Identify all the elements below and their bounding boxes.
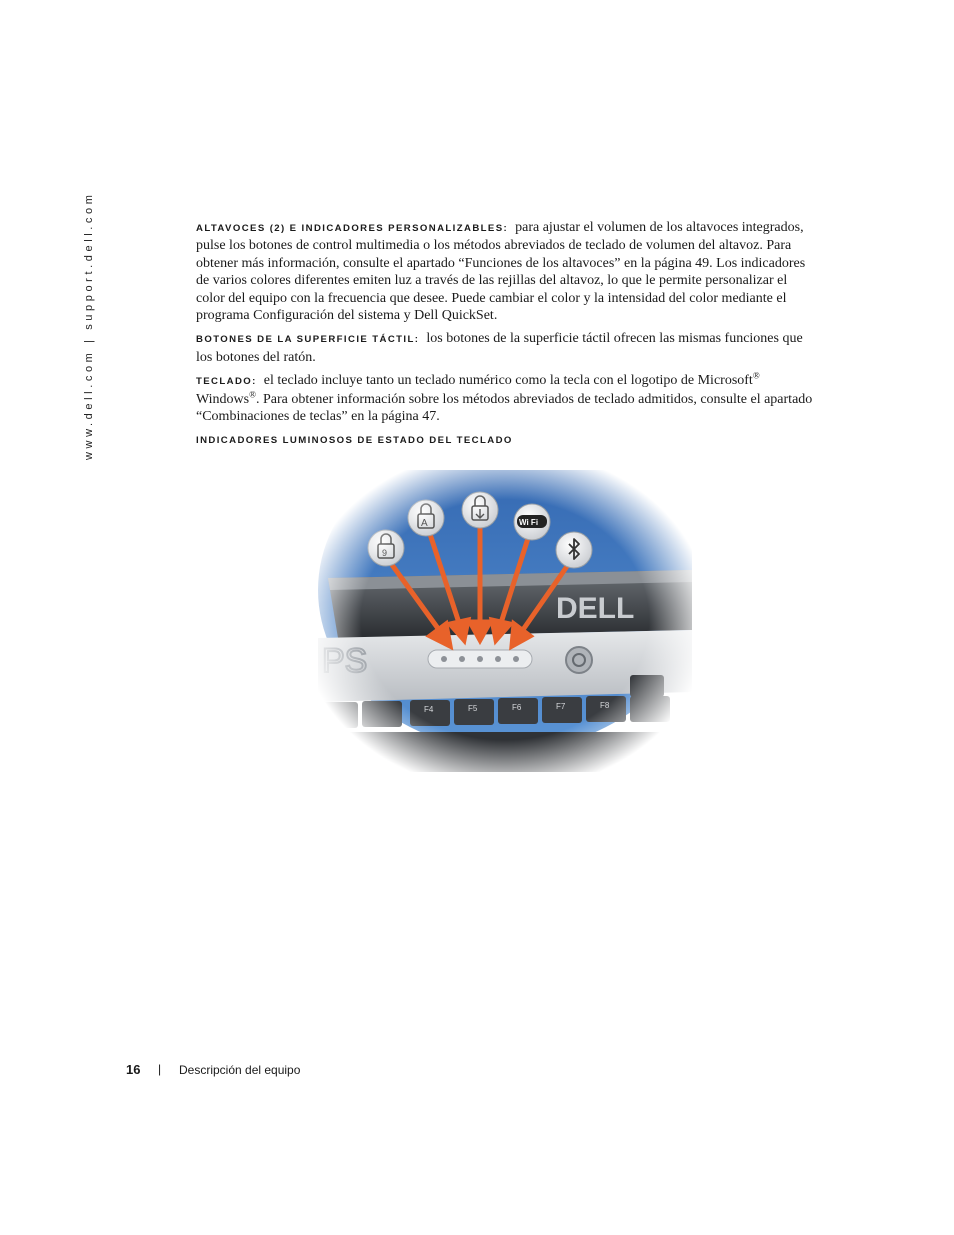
term-touchpad: BOTONES DE LA SUPERFICIE TÁCTIL:	[196, 334, 420, 346]
figure-illustration	[318, 470, 692, 782]
figure-heading	[196, 431, 816, 449]
text-touchpad: los botones de la superficie táctil ofrecen las mismas funciones que los botones del ratón.	[196, 331, 803, 365]
keyboard-status-lights-figure	[318, 470, 692, 782]
side-url: www.dell.com | support.dell.com	[83, 191, 95, 460]
term-speakers: ALTAVOCES (2) E INDICADORES PERSONALIZABLES:	[196, 223, 509, 234]
text-keyboard-c: . Para obtener información sobre los métodos abreviados de teclado admitidos, consulte el apartado “Combinaciones de teclas” en la página 47.	[196, 391, 813, 425]
content-body	[196, 219, 816, 456]
paragraph-keyboard	[196, 372, 816, 425]
text-keyboard-a: el teclado incluye tanto un teclado numérico como la tecla con el logotipo de Microsoft	[263, 373, 753, 389]
page-number: 16	[126, 1062, 141, 1077]
paragraph-touchpad	[196, 330, 816, 366]
term-keyboard: TECLADO:	[196, 376, 257, 388]
registered-mark: ®	[752, 370, 760, 381]
text-speakers: para ajustar el volumen de los altavoces integrados, pulse los botones de control multimedia o los métodos abreviados de teclado de volumen del altavoz. Para obtener más información, consulte el apartado “Funciones de los altavoces” en la página 49. Los indicadores de varios colores diferentes emiten luz a través de las rejillas del altavoz, lo que le permite personalizar el color del equipo con la frecuencia que desee. Puede cambiar el color y la intensidad del color mediante el programa Configuración del sistema y Dell QuickSet.	[196, 220, 806, 324]
footer-separator: |	[158, 1062, 162, 1076]
text-keyboard-b: Windows	[196, 391, 250, 407]
registered-mark: ®	[249, 389, 256, 399]
heading-text: INDICADORES LUMINOSOS DE ESTADO DEL TECLADO	[196, 435, 513, 447]
paragraph-speakers	[196, 219, 816, 324]
chapter-title: Descripción del equipo	[179, 1063, 301, 1077]
